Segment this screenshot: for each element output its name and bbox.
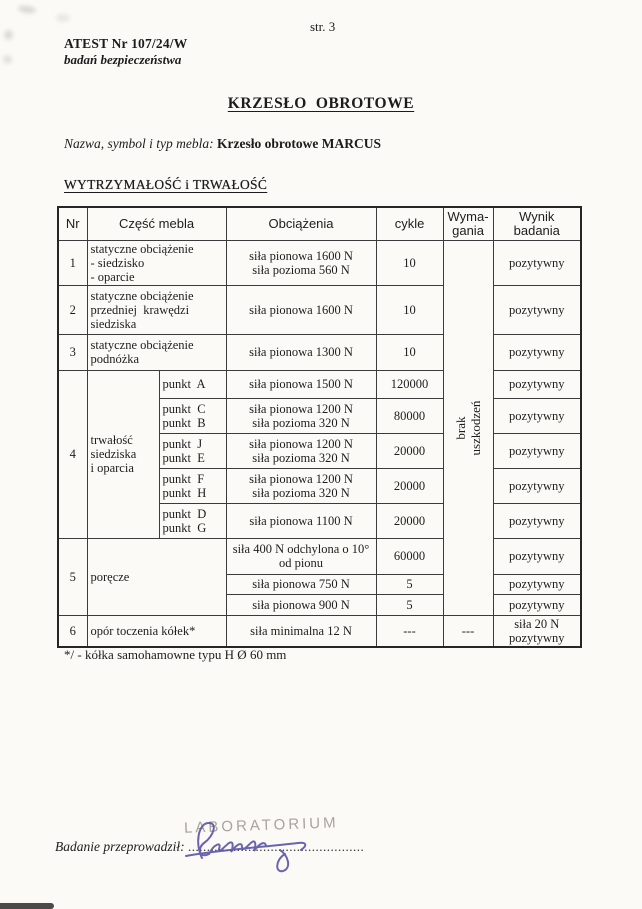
page-number: str. 3 bbox=[310, 19, 336, 34]
cell-load-5a bbox=[226, 538, 376, 574]
cell-load-5b bbox=[226, 574, 376, 594]
cell-load-3 bbox=[226, 334, 376, 370]
cell-load-5c bbox=[226, 594, 376, 615]
table-row bbox=[58, 538, 581, 574]
cell-result-1: pozytywny bbox=[493, 240, 581, 285]
cell-part-5: poręcze bbox=[87, 538, 226, 615]
cell-line: statyczne obciążenie bbox=[90, 288, 194, 303]
cell-cycles-4b: 80000 bbox=[376, 398, 443, 433]
requirement-vertical-text bbox=[453, 400, 483, 455]
cell-line: przedniej krawędzi bbox=[90, 302, 190, 317]
header-load: Obciążenia bbox=[226, 207, 376, 240]
laboratory-stamp: LABORATORIUM bbox=[183, 814, 339, 837]
cell-cycles-4e: 20000 bbox=[376, 503, 443, 538]
cell-line: siła pozioma 320 N bbox=[252, 485, 350, 500]
cell-result-3: pozytywny bbox=[493, 334, 581, 370]
signature-label: Badanie przeprowadził: bbox=[55, 839, 185, 854]
cell-line: siła pionowa 1200 N bbox=[249, 471, 353, 486]
cell-requirement-6: --- bbox=[443, 615, 493, 647]
cell-cycles-3: 10 bbox=[376, 334, 443, 370]
cell-nr-5: 5 bbox=[58, 538, 87, 615]
signature-dotted-line: ............................................... bbox=[188, 839, 365, 854]
cell-line: uszkodzeń bbox=[468, 400, 484, 455]
cell-cycles-5c: 5 bbox=[376, 594, 443, 615]
header-part: Część mebla bbox=[87, 207, 226, 240]
table-row bbox=[58, 285, 581, 334]
cell-result-5b: pozytywny bbox=[493, 574, 581, 594]
cell-line: punkt F bbox=[162, 471, 205, 486]
cell-line: punkt A bbox=[162, 377, 206, 391]
handwritten-signature bbox=[178, 810, 348, 878]
cell-line: siła pionowa 1200 N bbox=[249, 401, 353, 416]
cell-nr-1: 1 bbox=[58, 240, 87, 285]
cell-line: punkt B bbox=[162, 415, 206, 430]
footnote: */ - kółka samohamowne typu H Ø 60 mm bbox=[64, 647, 287, 662]
cell-load-2 bbox=[226, 285, 376, 334]
header-line: Wynik bbox=[519, 208, 555, 224]
cell-result-4a: pozytywny bbox=[493, 370, 581, 398]
cell-point-4d bbox=[159, 468, 226, 503]
cell-cycles-4d: 20000 bbox=[376, 468, 443, 503]
cell-load-6 bbox=[226, 615, 376, 647]
cell-part-4 bbox=[87, 370, 159, 538]
cell-line: siła pionowa 1500 N bbox=[249, 377, 353, 391]
header-requirements bbox=[443, 207, 493, 240]
atest-header bbox=[64, 36, 187, 68]
cell-line: punkt E bbox=[162, 450, 205, 465]
header-nr: Nr bbox=[58, 207, 87, 240]
table-row bbox=[58, 370, 581, 398]
cell-line: siła pionowa 1200 N bbox=[249, 436, 353, 451]
cell-line: punkt H bbox=[162, 485, 207, 500]
cell-cycles-2: 10 bbox=[376, 285, 443, 334]
header-line: gania bbox=[452, 222, 484, 238]
cell-part-3 bbox=[87, 334, 226, 370]
cell-load-4e bbox=[226, 503, 376, 538]
document-title bbox=[0, 95, 642, 113]
cell-cycles-5b: 5 bbox=[376, 574, 443, 594]
cell-line: i oparcia bbox=[90, 461, 134, 475]
cell-line: punkt C bbox=[162, 401, 206, 416]
cell-line: siła pionowa 1600 N bbox=[249, 302, 353, 317]
table-header-row bbox=[58, 207, 581, 240]
header-line: badania bbox=[513, 222, 560, 238]
cell-line: siła pionowa 750 N bbox=[252, 577, 350, 591]
scan-smudge bbox=[3, 55, 12, 64]
scan-edge-artifact bbox=[0, 903, 54, 909]
cell-line: siła pozioma 320 N bbox=[252, 415, 350, 430]
document-title-text: KRZESŁO OBROTOWE bbox=[227, 95, 415, 112]
cell-line: siła pionowa 1600 N bbox=[249, 248, 353, 263]
cell-requirement-merged bbox=[443, 240, 493, 615]
cell-line: siła pozioma 320 N bbox=[252, 450, 350, 465]
cell-line: siła pozioma 560 N bbox=[252, 262, 350, 277]
cell-nr-6: 6 bbox=[58, 615, 87, 647]
cell-part-2 bbox=[87, 285, 226, 334]
cell-line: brak bbox=[453, 415, 469, 440]
cell-part-6: opór toczenia kółek* bbox=[87, 615, 226, 647]
cell-line: trwałość bbox=[90, 433, 133, 447]
cell-line: punkt D bbox=[162, 506, 207, 521]
furniture-name-value: Krzesło obrotowe MARCUS bbox=[217, 136, 381, 151]
cell-load-4d bbox=[226, 468, 376, 503]
cell-line: - siedzisko bbox=[90, 255, 145, 270]
cell-line: punkt J bbox=[162, 436, 203, 451]
cell-result-4d: pozytywny bbox=[493, 468, 581, 503]
scan-smudge bbox=[4, 30, 13, 40]
section-heading: WYTRZYMAŁOŚĆ i TRWAŁOŚĆ bbox=[64, 177, 268, 192]
header-line: Wyma- bbox=[447, 208, 489, 224]
cell-result-5c: pozytywny bbox=[493, 594, 581, 615]
cell-line: siedziska bbox=[90, 447, 137, 461]
test-results-table bbox=[57, 206, 582, 648]
scan-smudge bbox=[56, 14, 70, 22]
cell-line: siła 400 N odchylona o 10° bbox=[232, 542, 370, 556]
atest-number: ATEST Nr 107/24/W bbox=[64, 36, 188, 51]
furniture-name-label: Nazwa, symbol i typ mebla: bbox=[64, 136, 214, 151]
header-cycles: cykle bbox=[376, 207, 443, 240]
cell-line: pozytywny bbox=[508, 630, 565, 645]
cell-line: siła minimalna 12 N bbox=[250, 623, 352, 638]
cell-result-5a: pozytywny bbox=[493, 538, 581, 574]
cell-part-1 bbox=[87, 240, 226, 285]
scan-smudge bbox=[18, 5, 37, 14]
table-row bbox=[58, 615, 581, 647]
cell-line: siedziska bbox=[90, 316, 137, 331]
cell-result-4e: pozytywny bbox=[493, 503, 581, 538]
cell-nr-2: 2 bbox=[58, 285, 87, 334]
atest-subtitle: badań bezpieczeństwa bbox=[64, 52, 182, 67]
cell-line: podnóżka bbox=[90, 352, 140, 366]
cell-line: siła pionowa 1100 N bbox=[249, 513, 353, 528]
cell-result-6 bbox=[493, 615, 581, 647]
cell-load-4b bbox=[226, 398, 376, 433]
cell-line: od pionu bbox=[278, 556, 324, 570]
cell-line: siła pionowa 900 N bbox=[252, 597, 350, 612]
cell-result-2: pozytywny bbox=[493, 285, 581, 334]
furniture-name-line bbox=[64, 136, 381, 152]
cell-line: punkt G bbox=[162, 520, 207, 535]
cell-line: statyczne obciążenie bbox=[90, 338, 194, 352]
cell-load-4c bbox=[226, 433, 376, 468]
cell-result-4b: pozytywny bbox=[493, 398, 581, 433]
cell-cycles-6: --- bbox=[376, 615, 443, 647]
cell-point-4b bbox=[159, 398, 226, 433]
table-row bbox=[58, 334, 581, 370]
cell-line: statyczne obciążenie bbox=[90, 241, 194, 256]
table-row bbox=[58, 240, 581, 285]
header-result bbox=[493, 207, 581, 240]
cell-line: - oparcie bbox=[90, 269, 135, 284]
cell-cycles-4a: 120000 bbox=[376, 370, 443, 398]
cell-point-4a bbox=[159, 370, 226, 398]
cell-nr-4: 4 bbox=[58, 370, 87, 538]
cell-point-4c bbox=[159, 433, 226, 468]
cell-load-1 bbox=[226, 240, 376, 285]
cell-cycles-5a: 60000 bbox=[376, 538, 443, 574]
cell-cycles-4c: 20000 bbox=[376, 433, 443, 468]
cell-nr-3: 3 bbox=[58, 334, 87, 370]
cell-line: siła 20 N bbox=[514, 616, 560, 631]
cell-load-4a bbox=[226, 370, 376, 398]
cell-line: siła pionowa 1300 N bbox=[249, 345, 353, 359]
cell-point-4e bbox=[159, 503, 226, 538]
cell-result-4c: pozytywny bbox=[493, 433, 581, 468]
cell-cycles-1: 10 bbox=[376, 240, 443, 285]
